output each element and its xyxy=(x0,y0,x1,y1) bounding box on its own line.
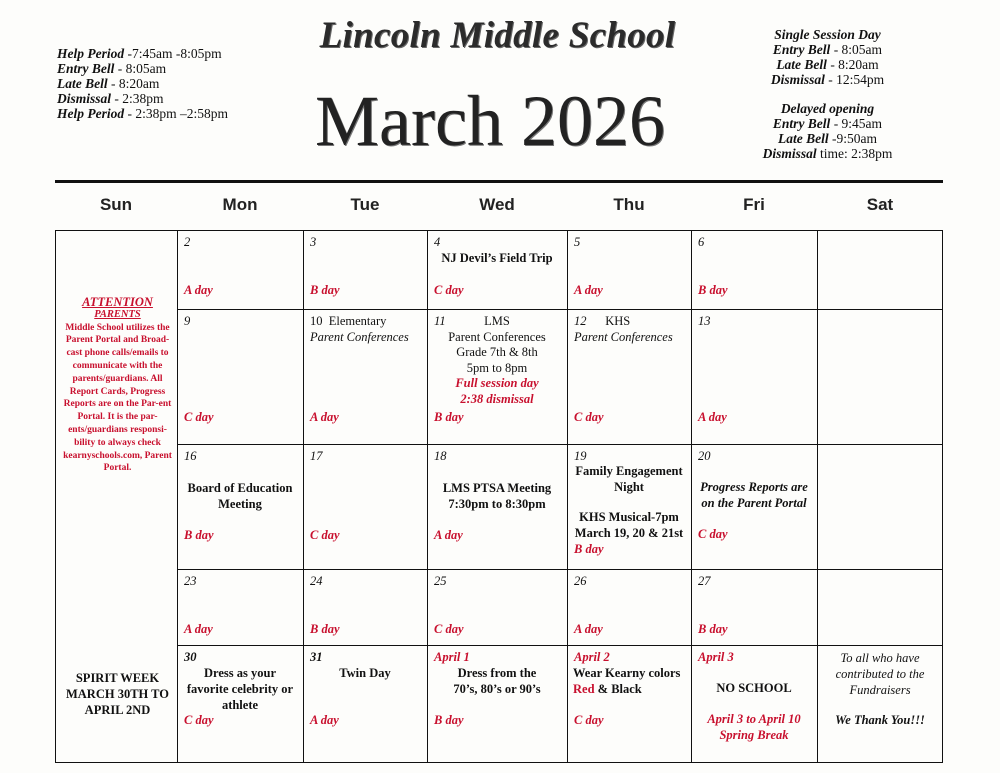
ab-day: A day xyxy=(574,283,603,297)
date-number: 18 xyxy=(434,449,447,463)
date-number: 31 xyxy=(310,650,323,664)
ab-day: C day xyxy=(574,410,604,424)
school-title: Lincoln Middle School xyxy=(319,15,676,56)
event-text: 12 KHS Parent Conferences xyxy=(574,314,673,344)
date-number: 13 xyxy=(698,314,711,328)
ab-day: C day xyxy=(698,527,728,541)
header-rule xyxy=(55,180,943,183)
ab-day: B day xyxy=(310,622,340,636)
thank-you-note: To all who have contributed to the Fundraisers We Thank You!!! xyxy=(835,651,925,727)
event-text: Board of Education Meeting xyxy=(187,481,293,511)
ab-day: A day xyxy=(184,622,213,636)
event-text: Family Engagement Night KHS Musical-7pm March 19, 20 & 21st xyxy=(574,464,684,540)
day-header-fri: Fri xyxy=(743,195,765,214)
event-text: LMS PTSA Meeting 7:30pm to 8:30pm xyxy=(442,481,552,511)
ab-day: B day xyxy=(434,410,464,424)
date-number: 19 xyxy=(574,449,587,463)
event-text: Wear Kearny colors Red & Black xyxy=(573,666,681,696)
day-header-mon: Mon xyxy=(222,195,258,214)
date-number: 3 xyxy=(310,235,317,249)
ab-day: B day xyxy=(184,528,214,542)
ab-day: B day xyxy=(698,283,728,297)
ab-day: A day xyxy=(698,410,727,424)
ab-day: A day xyxy=(434,528,463,542)
ab-day: B day xyxy=(698,622,728,636)
schedule-special: Single Session Day Entry Bell - 8:05am Late Bell - 8:20am Dismissal - 12:54pm Delayed opening Entry Bell - 9:45am Late Bell -9:50am Dismissal time: 2:38pm xyxy=(762,27,893,161)
day-header-tue: Tue xyxy=(350,195,380,214)
ab-day: B day xyxy=(574,542,604,556)
ab-day: C day xyxy=(184,713,214,727)
event-text: Progress Reports are on the Parent Portal xyxy=(700,480,808,510)
ab-day: C day xyxy=(434,622,464,636)
date-number: April 3 xyxy=(698,650,734,664)
ab-day: A day xyxy=(184,283,213,297)
date-number: 2 xyxy=(184,235,191,249)
date-number: 26 xyxy=(574,574,587,588)
event-text: 10 Elementary Parent Conferences xyxy=(310,314,409,344)
ab-day: A day xyxy=(310,713,339,727)
date-number: 5 xyxy=(574,235,581,249)
date-number: April 1 xyxy=(434,650,470,664)
day-header-wed: Wed xyxy=(479,195,515,214)
event-text: Dress from the 70’s, 80’s or 90’s xyxy=(453,666,541,696)
date-number: 11 xyxy=(434,314,446,328)
spirit-week-note: SPIRIT WEEK MARCH 30TH TO APRIL 2ND xyxy=(65,671,170,717)
schedule-regular: Help Period -7:45am -8:05pm Entry Bell - 8:05am Late Bell - 8:20am Dismissal - 2:38pm Help Period - 2:38pm –2:58pm xyxy=(57,46,228,121)
date-number: 24 xyxy=(310,574,323,588)
ab-day: A day xyxy=(574,622,603,636)
date-number: 25 xyxy=(434,574,447,588)
event-text: Twin Day xyxy=(339,666,391,680)
event-text: Dress as your favorite celebrity or athlete xyxy=(186,666,294,712)
date-number: 23 xyxy=(184,574,197,588)
date-number: 6 xyxy=(698,235,705,249)
event-text: NO SCHOOL xyxy=(716,681,792,695)
ab-day: B day xyxy=(434,713,464,727)
event-text: LMS Parent Conferences Grade 7th & 8th 5pm to 8pm Full session day 2:38 dismissal xyxy=(448,314,546,406)
date-number: 4 xyxy=(434,235,441,249)
day-header-sat: Sat xyxy=(866,195,894,214)
date-number: 16 xyxy=(184,449,197,463)
ab-day: C day xyxy=(574,713,604,727)
event-text: April 3 to April 10 Spring Break xyxy=(707,712,801,742)
day-header-sun: Sun xyxy=(99,195,133,214)
month-title: March 2026 xyxy=(315,81,665,161)
date-number: 30 xyxy=(184,650,197,664)
date-number: 27 xyxy=(698,574,711,588)
date-number: 17 xyxy=(310,449,323,463)
ab-day: C day xyxy=(184,410,214,424)
date-number: 20 xyxy=(698,449,711,463)
ab-day: B day xyxy=(310,283,340,297)
day-header-thu: Thu xyxy=(613,195,645,214)
date-number: 9 xyxy=(184,314,191,328)
ab-day: C day xyxy=(310,528,340,542)
ab-day: A day xyxy=(310,410,339,424)
ab-day: C day xyxy=(434,283,464,297)
attention-notice: ATTENTION PARENTS Middle School utilizes the Parent Portal and Broad-cast phone calls/emails to communicate with the parents/guardians. All Report Cards, Progress Reports are on the Par-ent Portal. It is the par-ents/guardians responsi-bility to always check kearnyschools.com, Parent Portal. xyxy=(63,295,172,474)
date-number: April 2 xyxy=(574,650,610,664)
event-text: NJ Devil’s Field Trip xyxy=(441,251,553,265)
